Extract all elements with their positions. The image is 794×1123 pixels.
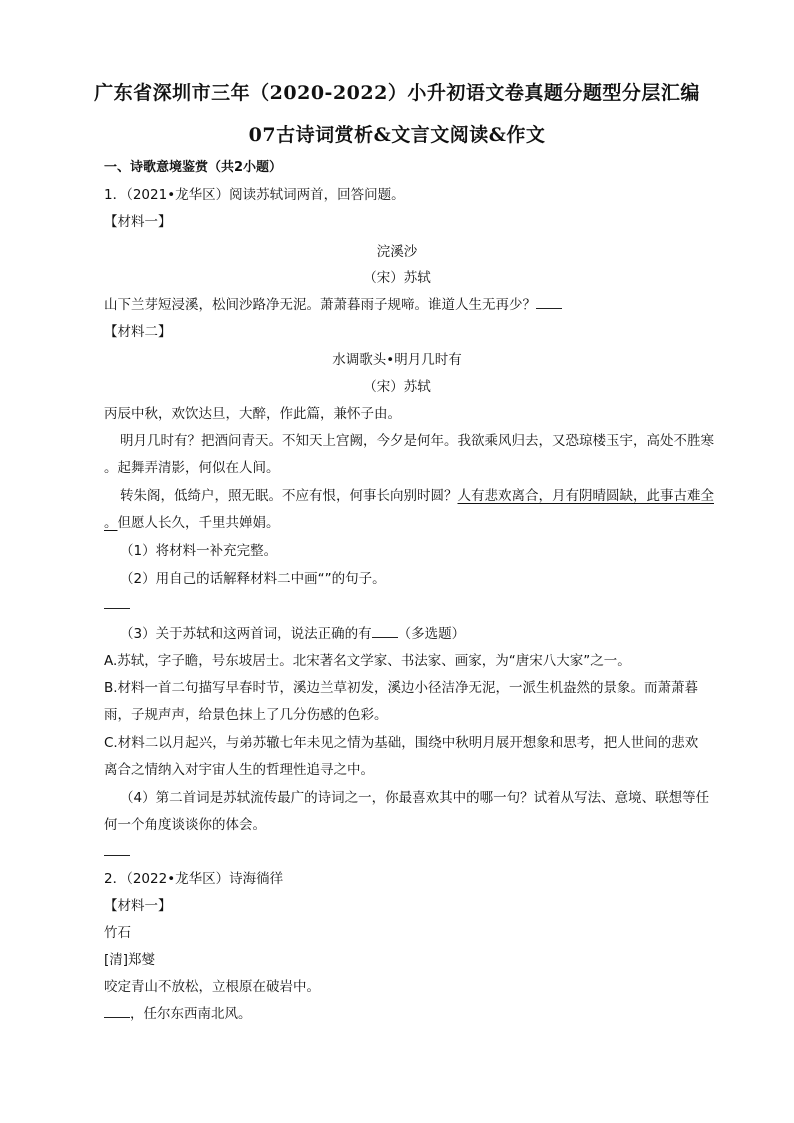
q1-sub2: （2）用自己的话解释材料二中画“”的句子。 xyxy=(120,571,386,587)
q1-poem2-title: 水调歌头•明月几时有 xyxy=(332,352,462,368)
q1-option-a: A.苏轼，字子瞻，号东坡居士。北宋著名文学家、书法家、画家，为“唐宋八大家”之一。 xyxy=(104,653,631,669)
q1-option-c-line2: 离合之情纳入对宇宙人生的哲理性追寻之中。 xyxy=(104,762,374,778)
q1-poem1-text-content: 山下兰芽短浸溪，松间沙路净无泥。萧萧暮雨子规啼。谁道人生无再少？ xyxy=(104,297,536,313)
q1-option-b-line2: 雨，子规声声，给景色抹上了几分伤感的色彩。 xyxy=(104,707,388,723)
answer-blank[interactable] xyxy=(104,843,130,856)
q1-sub3-text: （3）关于苏轼和这两首词，说法正确的有 xyxy=(120,626,372,642)
q1-poem2-p1-line2: 。起舞弄清影，何似在人间。 xyxy=(104,460,280,476)
q2-intro: 2．（2022•龙华区）诗海徜徉 xyxy=(104,871,284,887)
q1-poem1-author: （宋）苏轼 xyxy=(363,270,431,286)
answer-blank[interactable] xyxy=(536,296,562,309)
q1-material1-label: 【材料一】 xyxy=(104,214,172,230)
q1-poem2-p2-text: 转朱阁，低绮户，照无眠。不应有恨，何事长向别时圆？ xyxy=(120,488,458,504)
q1-sub3 xyxy=(120,624,465,644)
q2-poem-line2 xyxy=(104,1004,252,1024)
document-title-line2: 07古诗词赏析&文言文阅读&作文 xyxy=(248,124,546,146)
q1-poem1-title: 浣溪沙 xyxy=(376,244,418,260)
q1-poem2-preface: 丙辰中秋，欢饮达旦，大醉，作此篇，兼怀子由。 xyxy=(104,406,401,422)
q2-poem-title: 竹石 xyxy=(104,925,131,941)
q1-sub3-note: （多选题） xyxy=(397,626,466,642)
q1-poem2-p1-line1: 明月几时有？把酒问青天。不知天上宫阙，今夕是何年。我欲乘风归去，又恐琼楼玉宇，高处不胜寒 xyxy=(120,433,714,449)
q1-sub4-answer xyxy=(104,842,130,862)
answer-blank[interactable] xyxy=(104,1005,130,1018)
underlined-sentence-end: 。 xyxy=(104,515,118,531)
q1-option-b-line1: B.材料一首二句描写早春时节，溪边兰草初发，溪边小径洁净无泥，一派生机盎然的景象。而萧萧暮 xyxy=(104,680,699,696)
q1-material2-label: 【材料二】 xyxy=(104,324,172,340)
q1-poem2-p2-text-end: 但愿人长久，千里共婵娟。 xyxy=(117,515,280,531)
q1-poem2-p2-line1 xyxy=(120,486,714,506)
q2-poem-author: [清]郑燮 xyxy=(104,952,156,968)
q2-poem-line1: 咬定青山不放松，立根原在破岩中。 xyxy=(104,979,320,995)
q1-poem2-author: （宋）苏轼 xyxy=(363,379,431,395)
q1-intro: 1．（2021•龙华区）阅读苏轼词两首，回答问题。 xyxy=(104,187,405,203)
answer-blank[interactable] xyxy=(372,625,398,638)
q1-sub1: （1）将材料一补充完整。 xyxy=(120,543,278,559)
underlined-sentence: 人有悲欢离合，月有阴晴圆缺，此事古难全 xyxy=(457,488,714,504)
q1-option-c-line1: C.材料二以月起兴，与弟苏辙七年未见之情为基础，围绕中秋明月展开想象和思考，把人世间的悲欢 xyxy=(104,735,699,751)
answer-blank[interactable] xyxy=(104,596,130,609)
q1-sub2-answer xyxy=(104,595,130,615)
section-heading: 一、诗歌意境鉴赏（共2小题） xyxy=(104,160,283,175)
q2-poem-line2-text: ，任尔东西南北风。 xyxy=(130,1006,252,1022)
document-title-line1: 广东省深圳市三年（2020-2022）小升初语文卷真题分题型分层汇编 xyxy=(94,82,700,104)
q1-poem2-p2-line2 xyxy=(104,513,280,533)
q1-sub4-line1: （4）第二首词是苏轼流传最广的诗词之一，你最喜欢其中的哪一句？试着从写法、意境、联想等任 xyxy=(120,790,710,806)
q2-material1-label: 【材料一】 xyxy=(104,898,172,914)
q1-sub4-line2: 何一个角度谈谈你的体会。 xyxy=(104,817,266,833)
q1-poem1-text xyxy=(104,295,562,315)
